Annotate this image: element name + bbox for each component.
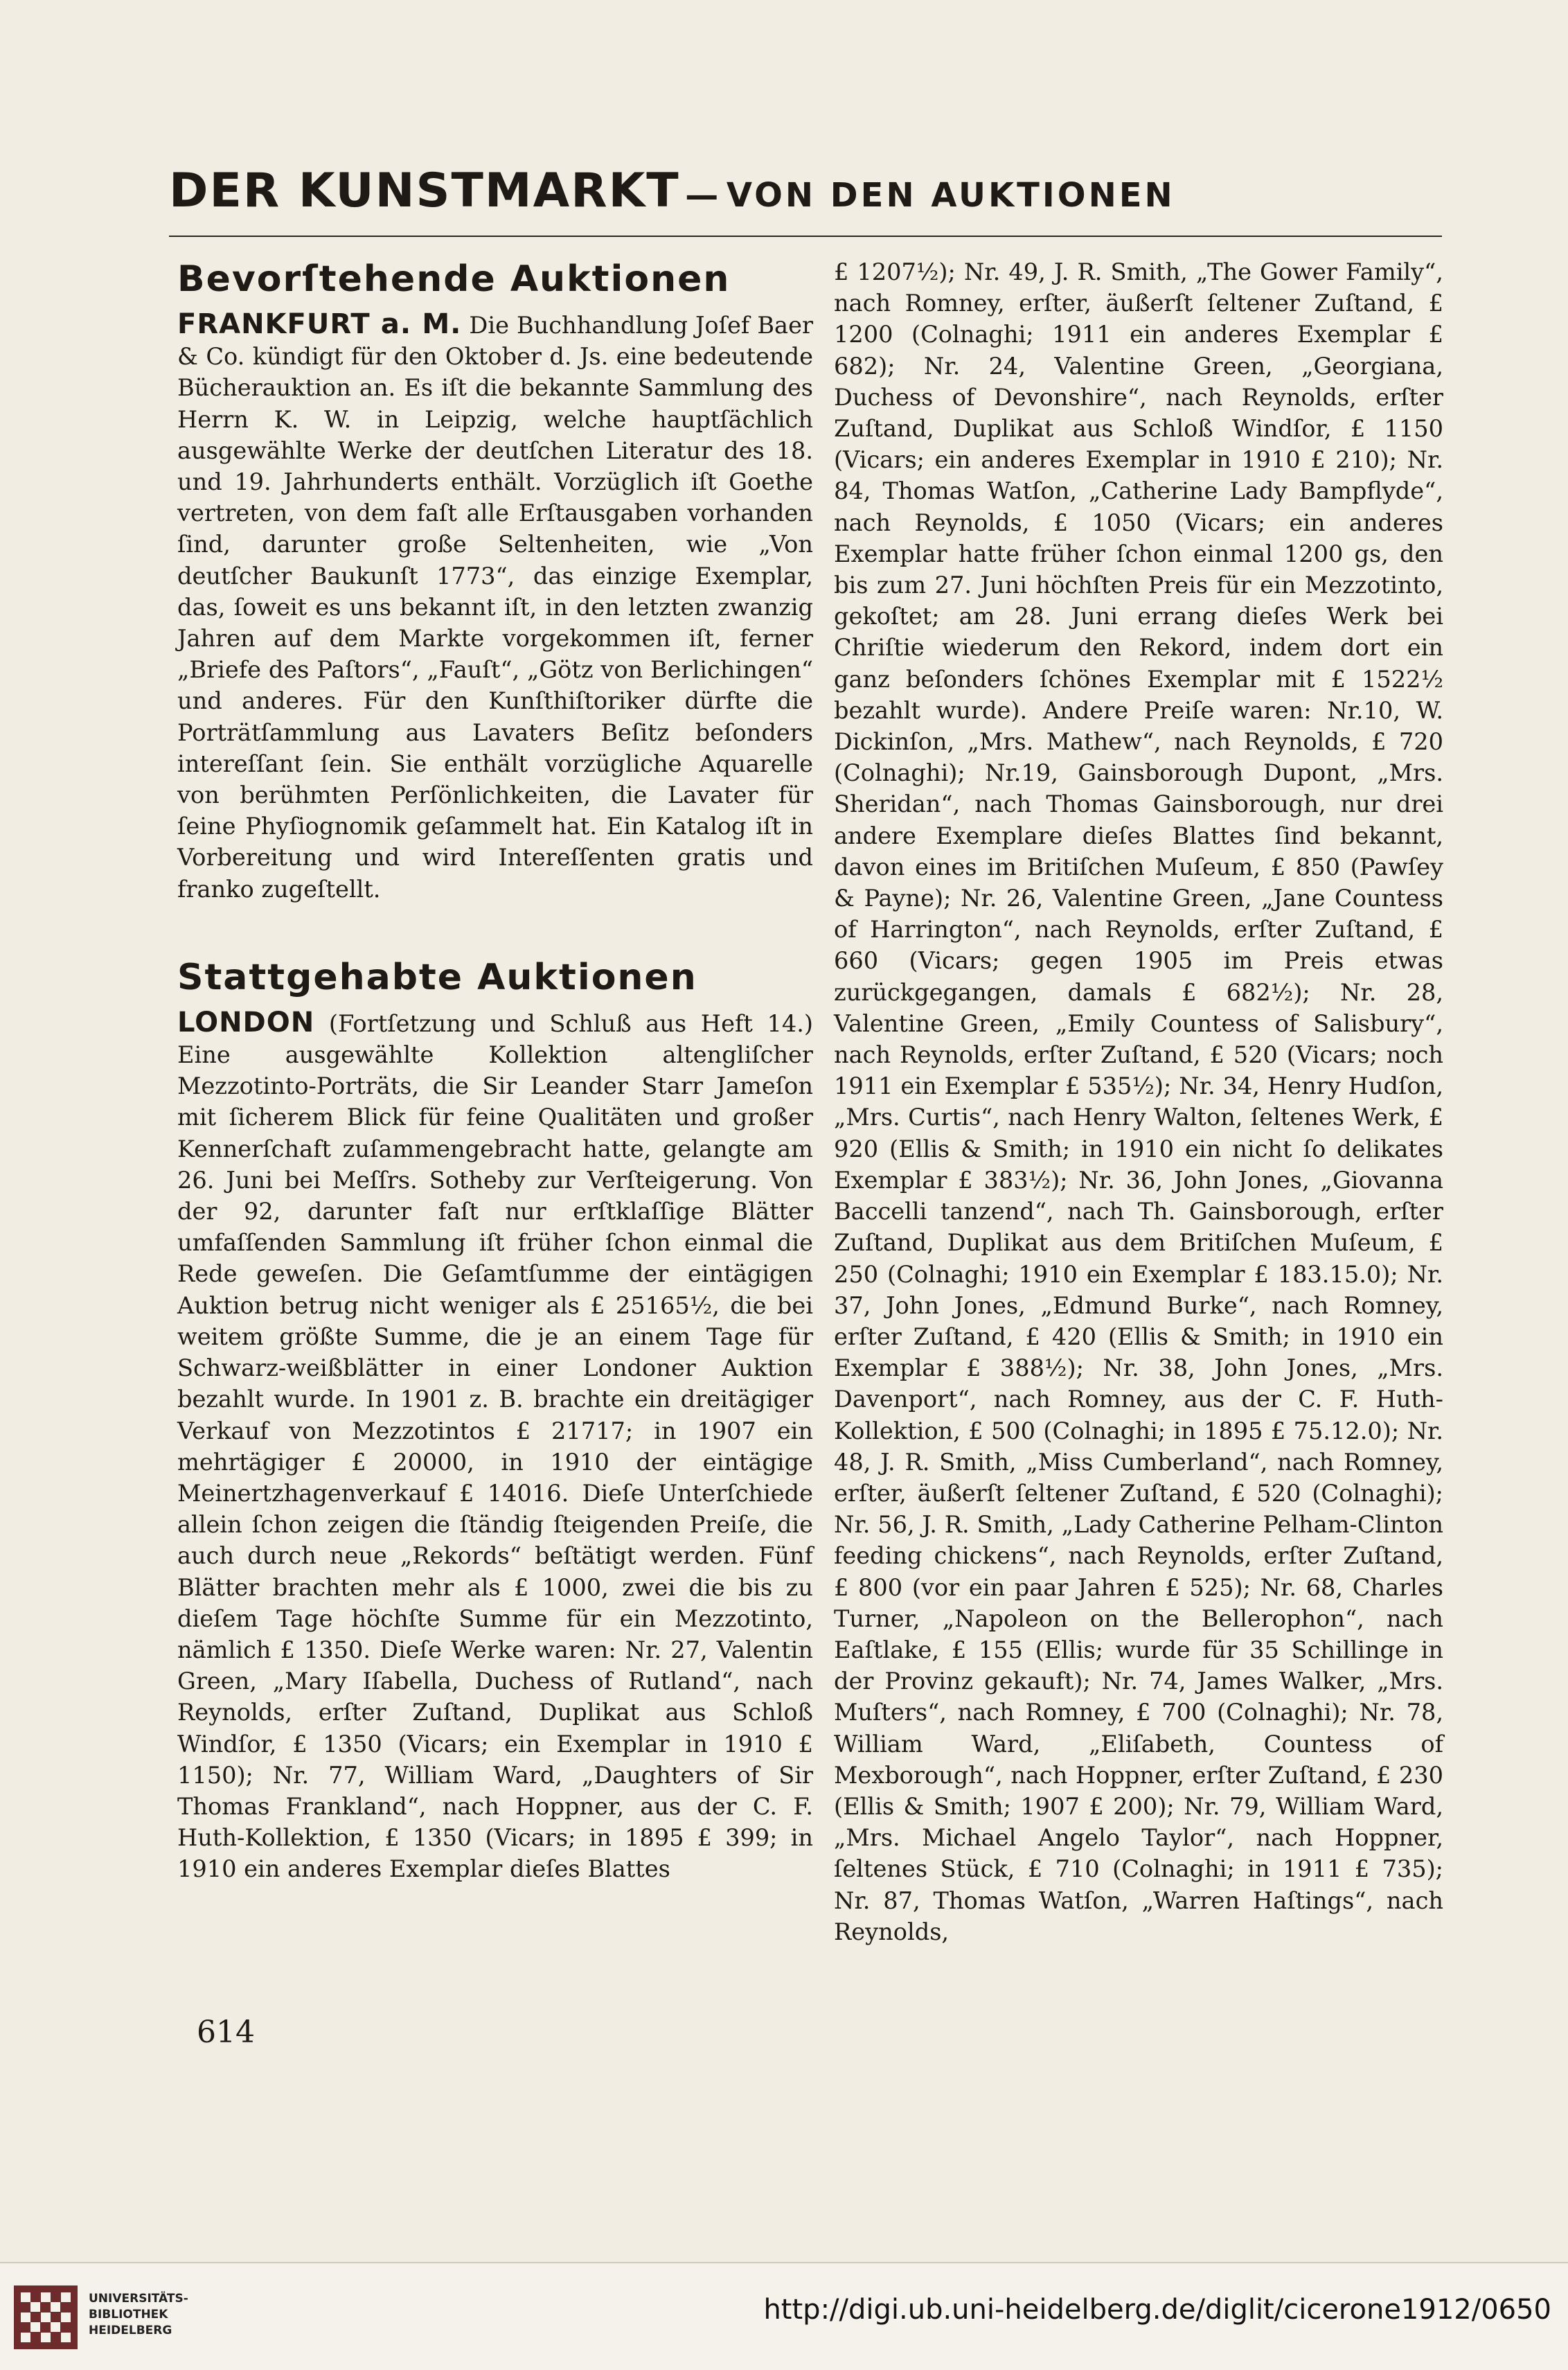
section-heading-upcoming: Bevorſtehende Auktionen (177, 258, 731, 300)
library-name-line: BIBLIOTHEK (89, 2308, 168, 2322)
paragraph-london (177, 1007, 813, 1885)
library-name (89, 2291, 188, 2339)
university-library-logo-icon (14, 2285, 78, 2349)
header-rule (169, 236, 1442, 237)
section-heading-past: Stattgehabte Auktionen (177, 956, 697, 998)
header-dash: — (685, 176, 722, 215)
city-london: LONDON (177, 1006, 315, 1038)
header-title: DER KUNSTMARKT (169, 163, 680, 218)
frankfurt-body: Die Buchhandlung Joſef Baer & Co. kündigt für den Oktober d. Js. eine bedeutende Bücherauktion an. Es iſt die bekannte Sammlung des Herrn K. W. in Leipzig, welche hauptſächlich ausgewählte Werke der deutſchen Literatur des 18. und 19. Jahrhunderts enthält. Vorzüglich iſt Goethe vertreten, von dem faſt alle Erſtausgaben vorhanden ſind, darunter große Seltenheiten, wie „Von deutſcher Baukunſt 1773“, das einzige Exemplar, das, ſoweit es uns bekannt iſt, in den letzten zwanzig Jahren auf dem Markte vorgekommen iſt, ferner „Briefe des Paſtors“, „Fauſt“, „Götz von Berlichingen“ und anderes. Für den Kunſthiſtoriker dürfte die Porträtſammlung aus Lavaters Beſitz beſonders intereſſant ſein. Sie enthält vorzügliche Aquarelle von berühmten Perſönlichkeiten, die Lavater für ſeine Phyſiognomik geſammelt hat. Ein Katalog iſt in Vorbereitung und wird Intereſſenten gratis und franko zugeſtellt. (177, 312, 813, 903)
right-column (834, 256, 1443, 1947)
london-body: (Fortſetzung und Schluß aus Heft 14.) Eine ausgewählte Kollektion altengliſcher Mezzotinto-Porträts, die Sir Leander Starr Jameſon mit ſicherem Blick für feine Qualitäten und großer Kennerſchaft zuſammengebracht hatte, gelangte am 26. Juni bei Meſſrs. Sotheby zur Verſteigerung. Von der 92, darunter faſt nur erſtklaſſige Blätter umfaſſenden Sammlung iſt früher ſchon einmal die Rede geweſen. Die Geſamtſumme der eintägigen Auktion betrug nicht weniger als £ 25165½, die bei weitem größte Summe, die je an einem Tage für Schwarz-weißblätter in einer Londoner Auktion bezahlt wurde. In 1901 z. B. brachte ein dreitägiger Verkauf von Mezzotintos £ 21717; in 1907 ein mehrtägiger £ 20000, in 1910 der eintägige Meinertzhagenverkauf £ 14016. Dieſe Unterſchiede allein ſchon zeigen die ſtändig ſteigenden Preiſe, die auch durch neue „Rekords“ beſtätigt werden. Fünf Blätter brachten mehr als £ 1000, zwei die bis zu dieſem Tage höchſte Summe für ein Mezzotinto, nämlich £ 1350. Dieſe Werke waren: Nr. 27, Valentin Green, „Mary Iſabella, Duchess of Rutland“, nach Reynolds, erſter Zuſtand, Duplikat aus Schloß Windſor, £ 1350 (Vicars; ein Exemplar in 1910 £ 1150); Nr. 77, William Ward, „Daughters of Sir Thomas Frankland“, nach Hoppner, aus der C. F. Huth-Kollektion, £ 1350 (Vicars; in 1895 £ 399; in 1910 ein anderes Exemplar dieſes Blattes (177, 1009, 813, 1883)
left-column (177, 256, 813, 1885)
header-subtitle: VON DEN AUKTIONEN (726, 176, 1175, 215)
library-name-line: HEIDELBERG (89, 2324, 172, 2337)
page-number: 614 (197, 2015, 255, 2050)
paragraph-frankfurt (177, 309, 813, 905)
library-footer (0, 2262, 1568, 2370)
library-name-line: UNIVERSITÄTS- (89, 2292, 188, 2306)
source-url-link[interactable]: http://digi.ub.uni-heidelberg.de/diglit/cicerone1912/0650 (763, 2294, 1551, 2326)
city-frankfurt: FRANKFURT a. M. (177, 308, 462, 340)
paragraph-continuation: £ 1207½); Nr. 49, J. R. Smith, „The Gower Family“, nach Romney, erſter, äußerſt ſeltener Zuſtand, £ 1200 (Colnaghi; 1911 ein anderes Exemplar £ 682); Nr. 24, Valentine Green, „Georgiana, Duchess of Devonshire“, nach Reynolds, erſter Zuſtand, Duplikat aus Schloß Windſor, £ 1150 (Vicars; ein anderes Exemplar in 1910 £ 210); Nr. 84, Thomas Watſon, „Catherine Lady Bampflyde“, nach Reynolds, £ 1050 (Vicars; ein anderes Exemplar hatte früher ſchon einmal 1200 gs, den bis zum 27. Juni höchſten Preis für ein Mezzotinto, gekoſtet; am 28. Juni errang dieſes Werk bei Chriſtie wiederum den Rekord, indem dort ein ganz beſonders ſchönes Exemplar mit £ 1522½ bezahlt wurde). Andere Preiſe waren: Nr.10, W. Dickinſon, „Mrs. Mathew“, nach Reynolds, £ 720 (Colnaghi); Nr.19, Gainsborough Dupont, „Mrs. Sheridan“, nach Thomas Gainsborough, nur drei andere Exemplare dieſes Blattes ſind bekannt, davon eines im Britiſchen Muſeum, £ 850 (Pawſey & Payne); Nr. 26, Valentine Green, „Jane Countess of Harrington“, nach Reynolds, erſter Zuſtand, £ 660 (Vicars; gegen 1905 im Preis etwas zurückgegangen, damals £ 682½); Nr. 28, Valentine Green, „Emily Countess of Salisbury“, nach Reynolds, erſter Zuſtand, £ 520 (Vicars; noch 1911 ein Exemplar £ 535½); Nr. 34, Henry Hudſon, „Mrs. Curtis“, nach Henry Walton, ſeltenes Werk, £ 920 (Ellis & Smith; in 1910 ein nicht ſo delikates Exemplar £ 383½); Nr. 36, John Jones, „Giovanna Baccelli tanzend“, nach Th. Gainsborough, erſter Zuſtand, Duplikat aus dem Britiſchen Muſeum, £ 250 (Colnaghi; 1910 ein Exemplar £ 183.15.0); Nr. 37, John Jones, „Edmund Burke“, nach Romney, erſter Zuſtand, £ 420 (Ellis & Smith; in 1910 ein Exemplar £ 388½); Nr. 38, John Jones, „Mrs. Davenport“, nach Romney, aus der C. F. Huth-Kollektion, £ 500 (Colnaghi; in 1895 £ 75.12.0); Nr. 48, J. R. Smith, „Miss Cumberland“, nach Romney, erſter, äußerſt ſeltener Zuſtand, £ 520 (Colnaghi); Nr. 56, J. R. Smith, „Lady Catherine Pelham-Clinton feeding chickens“, nach Reynolds, erſter Zuſtand, £ 800 (vor ein paar Jahren £ 525); Nr. 68, Charles Turner, „Napoleon on the Bellerophon“, nach Eaſtlake, £ 155 (Ellis; wurde für 35 Schillinge in der Provinz gekauft); Nr. 74, James Walker, „Mrs. Muſters“, nach Romney, £ 700 (Colnaghi); Nr. 78, William Ward, „Eliſabeth, Countess of Mexborough“, nach Hoppner, erſter Zuſtand, £ 230 (Ellis & Smith; 1907 £ 200); Nr. 79, William Ward, „Mrs. Michael Angelo Taylor“, nach Hoppner, ſeltenes Stück, £ 710 (Colnaghi; in 1911 £ 735); Nr. 87, Thomas Watſon, „Warren Haſtings“, nach Reynolds, (834, 258, 1443, 1945)
page-header (169, 163, 1442, 226)
